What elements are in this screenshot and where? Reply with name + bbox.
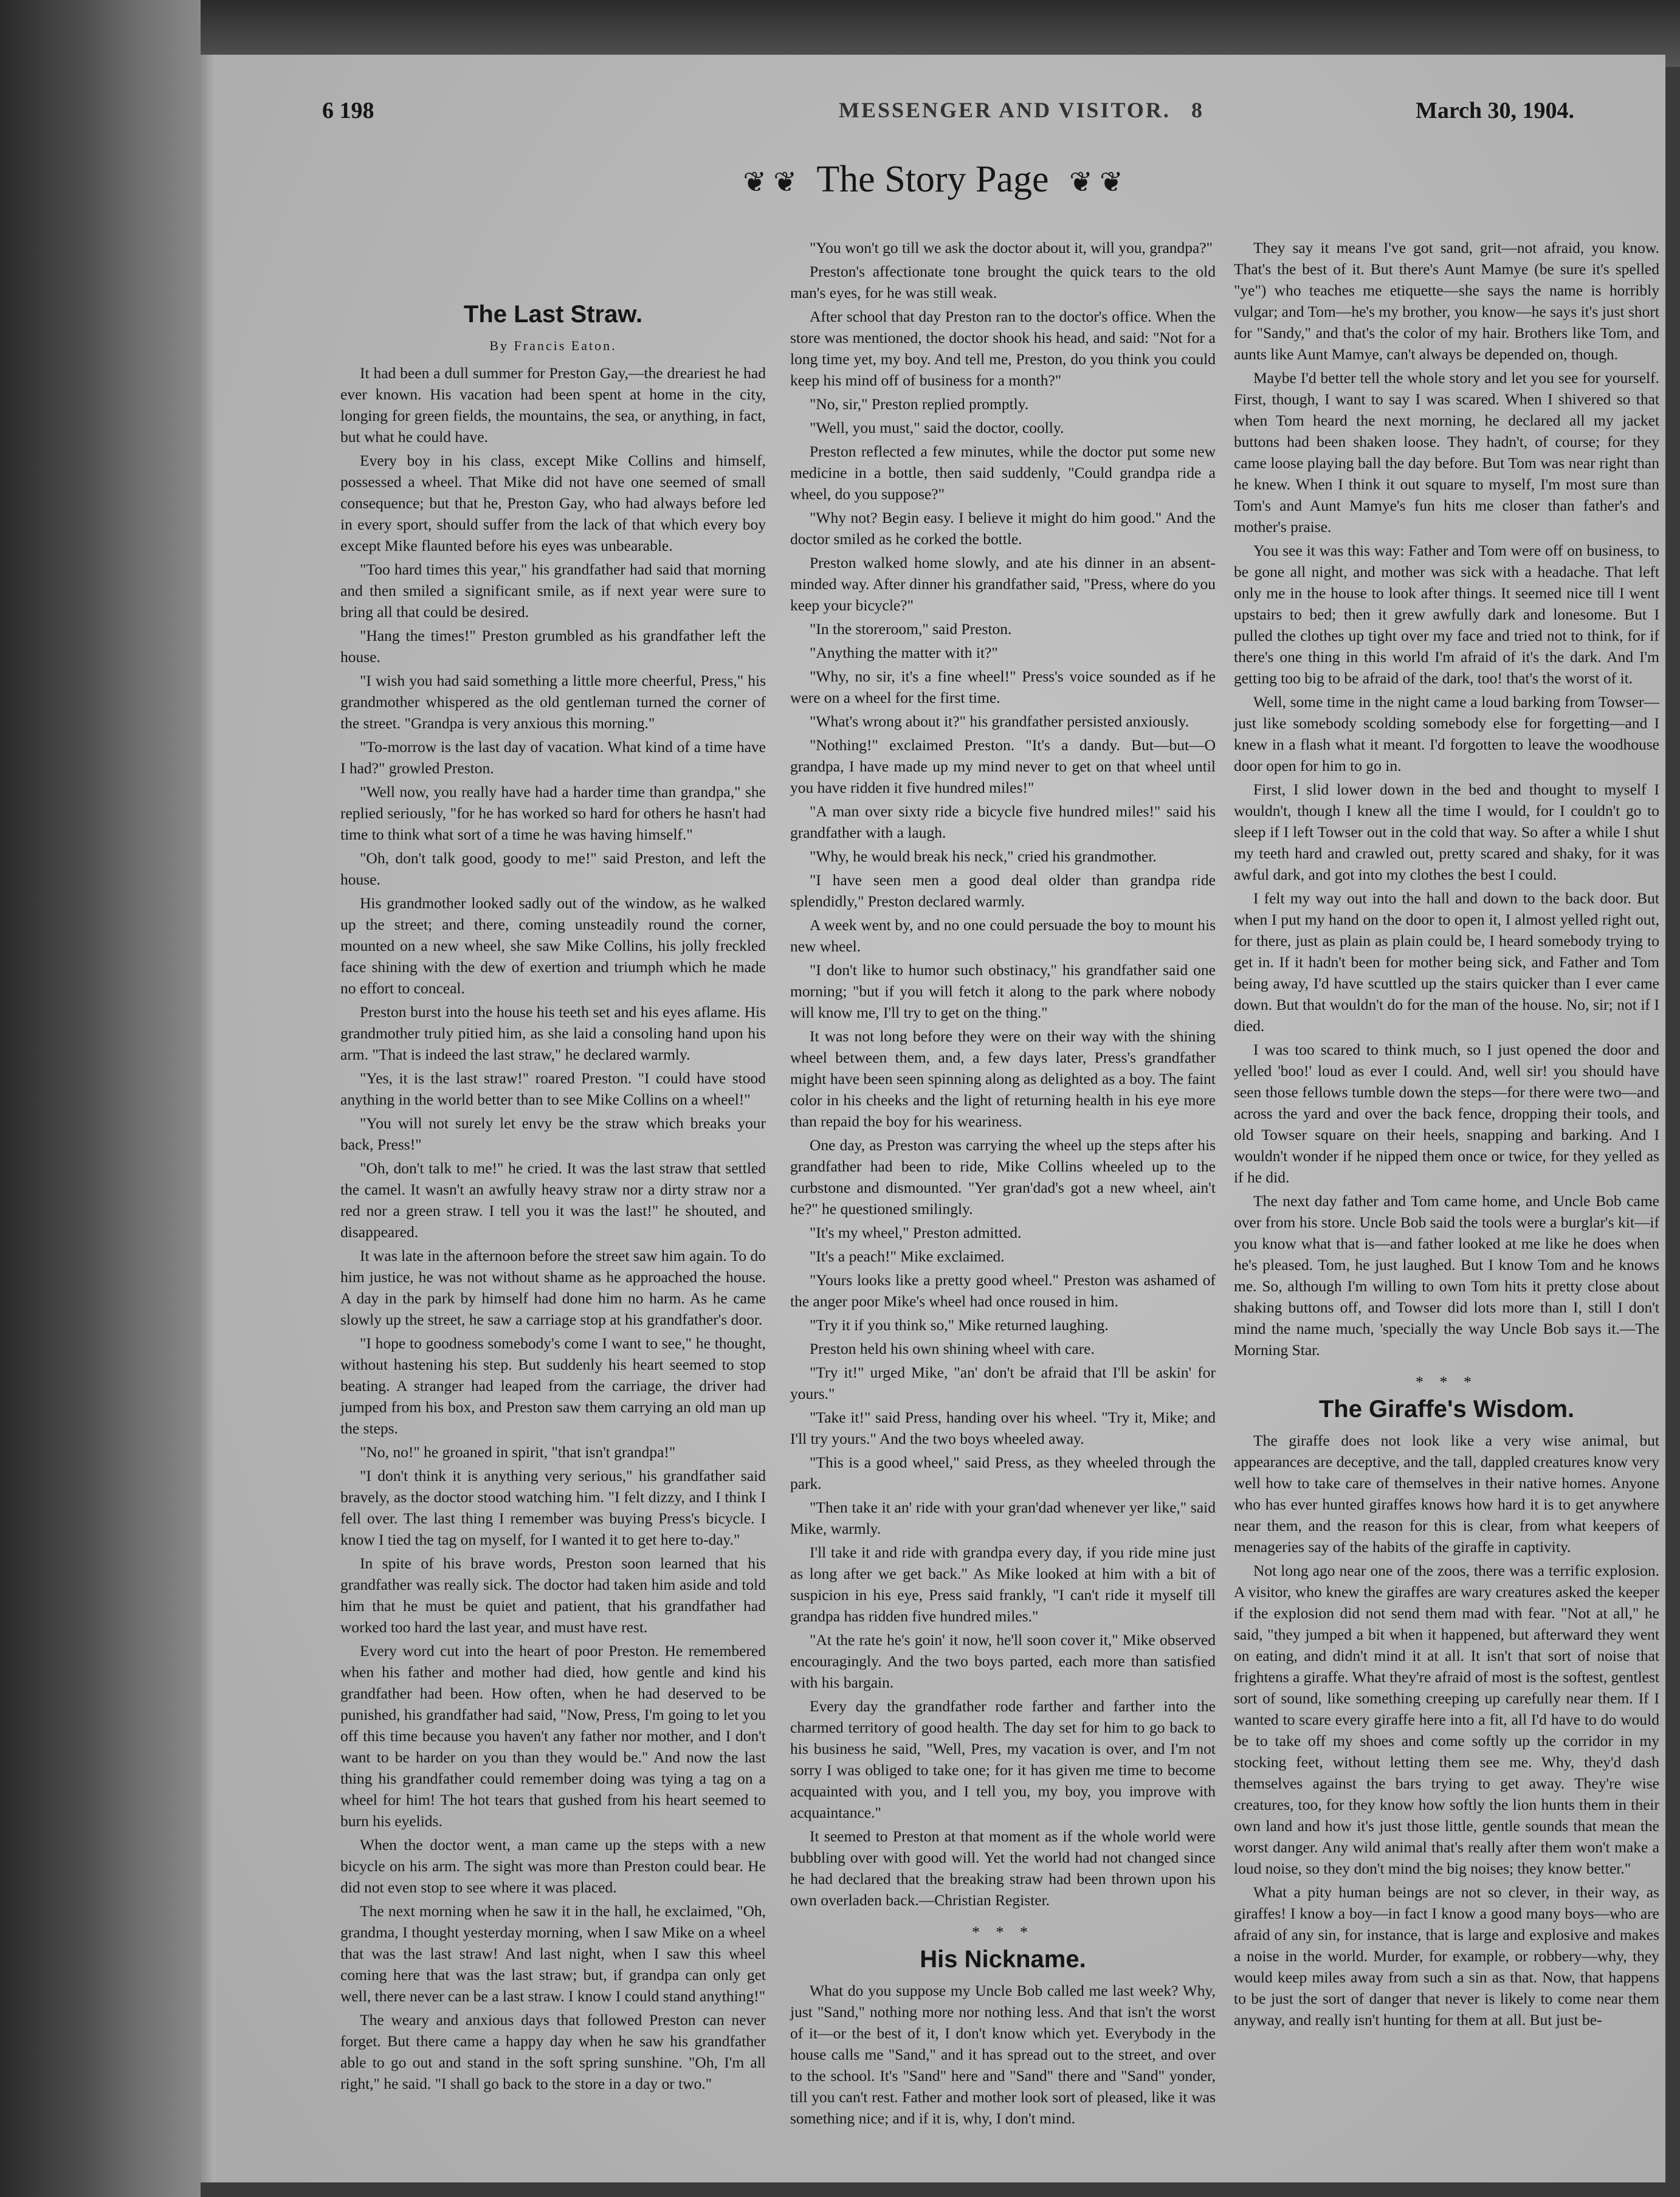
paragraph: "Hang the times!" Preston grumbled as his grandfather left the house. [340, 627, 766, 666]
paragraph: "Yes, it is the last straw!" roared Preston. "I could have stood anything in the world better than to see Mike Collins on a wheel!" [340, 1069, 766, 1108]
story-title-giraffes-wisdom: The Giraffe's Wisdom. [1318, 1396, 1575, 1423]
scan-border-left [0, 0, 201, 2197]
paragraph: "Why not? Begin easy. I believe it might do him good." And the doctor smiled as he corked the bottle. [790, 509, 1216, 548]
paragraph: "Try it if you think so," Mike returned laughing. [810, 1316, 1109, 1334]
paragraph: It was late in the afternoon before the street saw him again. To do him justice, he was not without shame as he approached the house. A day in the park by himself had done him no harm. As he came slowly up the street, he saw a carriage stop at his grandfather's door. [340, 1247, 766, 1328]
paragraph: When the doctor went, a man came up the steps with a new bicycle on his arm. The sight was more than Preston could bear. He did not even stop to see where it was placed. [340, 1836, 766, 1896]
paragraph: Preston held his own shining wheel with care. [810, 1340, 1095, 1357]
paragraph: "Try it!" urged Mike, "an' don't be afraid that I'll be askin' for yours." [790, 1364, 1216, 1402]
column-middle [790, 237, 1216, 2131]
paragraph: "You will not surely let envy be the straw which breaks your back, Press!" [340, 1114, 766, 1153]
paragraph: It was not long before they were on their way with the shining wheel between them, and, a few days later, Press's grandfather might have been seen spinning along as delighted as a boy. The faint color in his cheeks and the light of returning health in his eye more than repaid the boy for his weariness. [790, 1027, 1216, 1130]
paragraph: "I wish you had said something a little more cheerful, Press," his grandmother whispered as the old gentleman turned the corner of the street. "Grandpa is very anxious this morning." [340, 672, 766, 732]
paragraph: After school that day Preston ran to the doctor's office. When the store was mentioned, the doctor shook his head, and said: "Not for a long time yet, my boy. And tell me, Preston, do you think you could keep his mind off of business for a month?" [790, 308, 1216, 389]
paragraph: I was too scared to think much, so I just opened the door and yelled 'boo!' loud as ever I could. And, well sir! you should have seen those fellows tumble down the steps—for there were two—and across the yard and over the back fence, dropping their tools, and old Towser square on their heels, snapping and barking. And I wouldn't wonder if he nipped them once or twice, for they yelled as if he did. [1234, 1041, 1659, 1186]
paragraph: "I hope to goodness somebody's come I want to see," he thought, without hastening his step. But suddenly his heart seemed to stop beating. A stranger had leaped from the carriage, the driver had jumped from his box, and Preston saw them carrying an old man up the steps. [340, 1334, 766, 1437]
paragraph: They say it means I've got sand, grit—not afraid, you know. That's the best of it. But there's Aunt Mamye (be sure it's spelled "ye") who teaches me etiquette—she says the name is horribly vulgar; and Tom—he's my brother, you know—he says it's just short for "Sandy," and that's the color of my hair. Brothers like Tom, and aunts like Aunt Mamye, can't always be depended on, though. [1234, 239, 1659, 363]
story-body-giraffes-wisdom [1234, 1430, 1659, 2030]
page-edge [201, 55, 215, 2182]
paragraph: Not long ago near one of the zoos, there was a terrific explosion. A visitor, who knew the giraffes are wary creatures asked the keeper if the explosion did not send them mad with fear. "Not at all," he said, "they jumped a bit when it happened, but afterward they went on eating, and didn't mind it at all. It isn't that sort of noise that frightens a giraffe. What they're afraid of most is the softest, gentlest sort of sound, like something creeping up carefully near them. If I wanted to scare every giraffe here into a fit, all I'd have to do would be to take off my shoes and come softly up the corridor in my stocking feet, without letting them see me. Why, they'd dash themselves against the bars trying to get away. They're wise creatures, too, for they know how softly the lion hunts them in their own land and how it's just those little, gentle sounds that mean the worst danger. Any wild animal that's really after them won't make a loud noise, so they don't mind the big noises; they know better." [1234, 1562, 1659, 1877]
paragraph: I'll take it and ride with grandpa every day, if you ride mine just as long after we get back." As Mike looked at him with a bit of suspicion in his eye, Press said frankly, "I can't ride it myself till grandpa has ridden five hundred miles." [790, 1543, 1216, 1625]
paragraph: One day, as Preston was carrying the wheel up the steps after his grandfather had been to ride, Mike Collins wheeled up to the curbstone and dismounted. "Yer gran'dad's got a new wheel, ain't he?" he questioned smilingly. [790, 1136, 1216, 1218]
story-body-last-straw-continued [790, 237, 1216, 1911]
paragraph: The giraffe does not look like a very wise animal, but appearances are deceptive, and the tall, dappled creatures know very well how to take care of themselves in their native homes. Anyone who has ever hunted giraffes knows how hard it is to get anywhere near them, and the reason for this is clear, from what keepers of menageries say of the habits of the giraffe in captivity. [1234, 1432, 1659, 1556]
paragraph: "No, no!" he groaned in spirit, "that isn't grandpa!" [360, 1443, 676, 1461]
paragraph: Every word cut into the heart of poor Preston. He remembered when his father and mother had died, how gentle and kind his grandfather had been. How often, when he had deserved to be punished, his grandfather had said, "Now, Press, I'm going to let you off this time because you haven't any father nor mother, and I don't want to be harder on you than they would be." And now the last thing his grandfather could remember doing was tying a tag on a wheel for him! The hot tears that gushed from his heart seemed to burn his eyelids. [340, 1642, 766, 1830]
paragraph: "Well now, you really have had a harder time than grandpa," she replied seriously, "for he has worked so hard for others he hasn't had time to think what sort of a time he was having himself." [340, 783, 766, 843]
paragraph: His grandmother looked sadly out of the window, as he walked up the street; and there, coming unsteadily round the corner, mounted on a new wheel, she saw Mike Collins, his jolly freckled face shining with the dew of exertion and triumph which he made no effort to conceal. [340, 894, 766, 997]
column-right [1234, 237, 1659, 2033]
paragraph: The next day father and Tom came home, and Uncle Bob came over from his store. Uncle Bob said the tools were a burglar's kit—if you know what that is—and father looked at me like he does when he's pleased. Tom, he just laughed. But I know Tom and he knows me. So, although I'm willing to own Tom hits it pretty close about shaking buttons off, and Towser did lots more than I, still I don't mind the name much, 'specially the way Uncle Bob says it.—The Morning Star. [1234, 1192, 1659, 1359]
paragraph: Every boy in his class, except Mike Collins and himself, possessed a wheel. That Mike did not have one seemed of small consequence; but that he, Preston Gay, who had always before led in every sport, should suffer from the lack of that which every boy except Mike flaunted before his eyes was unbearable. [340, 452, 766, 554]
section-title-text: The Story Page [816, 159, 1049, 200]
paragraph: "Then take it an' ride with your gran'dad whenever yer like," said Mike, warmly. [790, 1499, 1216, 1537]
paragraph: "You won't go till we ask the doctor about it, will you, grandpa?" [810, 239, 1213, 257]
paragraph: What do you suppose my Uncle Bob called me last week? Why, just "Sand," nothing more nor nothing less. And that isn't the worst of it—or the best of it, I don't know which yet. Everybody in the house calls me "Sand," and it has spread out to the street, and over to the school. It's "Sand" here and "Sand" there and "Sand" yonder, till you can't rest. Father and mother look sort of pleased, like it was something nice; and if it is, why, I don't mind. [790, 1982, 1216, 2127]
story-byline: By Francis Eaton. [489, 338, 617, 353]
paragraph: Maybe I'd better tell the whole story and let you see for yourself. First, though, I want to say I was scared. When I shivered so that when Tom heard the next morning, he declared all my jacket buttons had been shaken loose. They hadn't, of course; for they came loose playing ball the day before. But Tom was near right than he knew. When I think it out square to myself, I'm most sure than Tom's and Aunt Mamye's fun hits me closer than father's and mother's praise. [1234, 369, 1659, 536]
paragraph: "Why, he would break his neck," cried his grandmother. [810, 847, 1157, 865]
newspaper-page [201, 55, 1665, 2182]
paragraph: "I don't think it is anything very serious," his grandfather said bravely, as the doctor stood watching him. "I felt dizzy, and I think I fell over. The last thing I remember was buying Press's bicycle. I know I tied the tag on myself, for I wanted it to get here to-day." [340, 1467, 766, 1548]
paragraph: "No, sir," Preston replied promptly. [810, 395, 1029, 413]
paragraph: It had been a dull summer for Preston Gay,—the dreariest he had ever known. His vacation had been spent at home in the city, longing for green fields, the mountains, the sea, or anything, in fact, but what he could have. [340, 364, 766, 446]
paragraph: It seemed to Preston at that moment as if the whole world were bubbling over with good will. Yet the world had not changed since he had declared that the breaking straw had been thrown upon his own overladen back.—Christian Register. [790, 1827, 1216, 1909]
page-number: 6 198 [322, 98, 374, 123]
paragraph: "I have seen men a good deal older than grandpa ride splendidly," Preston declared warmly. [790, 871, 1216, 910]
paragraph: Preston walked home slowly, and ate his dinner in an absent-minded way. After dinner his grandfather said, "Press, where do you keep your bicycle?" [790, 554, 1216, 614]
paragraph: "This is a good wheel," said Press, as they wheeled through the park. [790, 1454, 1216, 1492]
ornament-left-icon: ❦ ❦ [743, 167, 797, 198]
paragraph: You see it was this way: Father and Tom were off on business, to be gone all night, and mother was sick with a headache. That left only me in the house to look after things. It seemed nice till I went upstairs to bed; then it grew awfully dark and lonesome. But I pulled the clothes up tight over my face and tried not to think, for if there's one thing in this world I'm afraid of it's the dark. And I'm getting too big to be afraid of the dark, too! that's the worst of it. [1234, 542, 1659, 687]
story-title-last-straw: The Last Straw. [463, 301, 643, 328]
section-title [201, 158, 1665, 201]
paragraph: "Nothing!" exclaimed Preston. "It's a dandy. But—but—O grandpa, I have made up my mind never to get on that wheel until you have ridden it five hundred miles!" [790, 736, 1216, 796]
paragraph: "At the rate he's goin' it now, he'll soon cover it," Mike observed encouragingly. And the two boys parted, each more than satisfied with his bargain. [790, 1631, 1216, 1691]
paragraph: "Too hard times this year," his grandfather had said that morning and then smiled a significant smile, as if next year were sure to bring all that could be desired. [340, 560, 766, 621]
paragraph: "I don't like to humor such obstinacy," his grandfather said one morning; "but if you will fetch it along to the park where nobody will know me, I'll try to get on the thing." [790, 961, 1216, 1021]
paragraph: The next morning when he saw it in the hall, he exclaimed, "Oh, grandma, I thought yesterday morning, when I saw Mike on a wheel that was the last straw! And last night, when I saw this wheel coming here that was the last straw; but, if grandpa can only get well, there never can be a last straw. I know I could stand anything!" [340, 1902, 766, 2005]
paragraph: "It's my wheel," Preston admitted. [810, 1224, 1022, 1241]
paragraph: "Anything the matter with it?" [810, 644, 998, 661]
paragraph: I felt my way out into the hall and down to the back door. But when I put my hand on the door to open it, I almost yelled right out, for there, just as plain as plain could be, I heard somebody trying to get in. If it hadn't been for mother being sick, and Father and Tom being away, I'd have scuttled up the stairs quicker than I ever came down. But that wouldn't do for the man of the house. No, sir; not if I died. [1234, 889, 1659, 1035]
paper-name: MESSENGER AND VISITOR. [839, 98, 1171, 122]
paragraph: "What's wrong about it?" his grandfather persisted anxiously. [810, 712, 1189, 730]
masthead [201, 97, 1665, 134]
story-body-last-straw [340, 362, 766, 2094]
column-left [340, 255, 766, 2097]
paragraph: Preston's affectionate tone brought the quick tears to the old man's eyes, for he was still weak. [790, 263, 1216, 302]
paragraph: What a pity human beings are not so clever, in their way, as giraffes! I know a boy—in fact I know a good many boys—who are afraid of any sin, for instance, that is large and explosive and makes a noise in the world. Murder, for example, or robbery—why, they would keep miles away from such a sin as that. Now, that happens to be just the sort of danger that never is likely to come near them anyway, and really isn't hunting for them at all. But just be- [1234, 1883, 1659, 2029]
paragraph: "A man over sixty ride a bicycle five hundred miles!" said his grandfather with a laugh. [790, 802, 1216, 841]
story-title-his-nickname: His Nickname. [920, 1946, 1086, 1973]
paragraph: "It's a peach!" Mike exclaimed. [810, 1247, 1005, 1265]
section-divider: * * * [972, 1923, 1034, 1941]
paragraph: First, I slid lower down in the bed and thought to myself I wouldn't, though I knew all the time I would, for I couldn't go to sleep if I left Towser out in the cold that way. So after a while I shut my teeth hard and crawled out, pretty scared and shaky, for it was awful dark, and got into my clothes the best I could. [1234, 781, 1659, 883]
paragraph: Every day the grandfather rode farther and farther into the charmed territory of good health. The day set for him to go back to his business he said, "Well, Pres, my vacation is over, and I'm not sorry I was obliged to take one; for it has given me time to become acquainted with you, and I tell you, my boy, you improve with acquaintance." [790, 1697, 1216, 1821]
paragraph: In spite of his brave words, Preston soon learned that his grandfather was really sick. The doctor had taken him aside and told him that he must be quiet and patient, that his grandfather had worked too hard the last year, and must have rest. [340, 1554, 766, 1636]
paragraph: Preston burst into the house his teeth set and his eyes aflame. His grandmother truly pitied him, as she laid a consoling hand upon his arm. "That is indeed the last straw," he declared warmly. [340, 1003, 766, 1063]
paragraph: A week went by, and no one could persuade the boy to mount his new wheel. [790, 916, 1216, 955]
story-body-his-nickname-continued [1234, 237, 1659, 1361]
paragraph: "To-morrow is the last day of vacation. What kind of a time have I had?" growled Preston. [340, 738, 766, 777]
ornament-right-icon: ❦ ❦ [1069, 167, 1123, 198]
paragraph: "Take it!" said Press, handing over his wheel. "Try it, Mike; and I'll try yours." And the two boys wheeled away. [790, 1409, 1216, 1447]
paragraph: "In the storeroom," said Preston. [810, 620, 1012, 638]
paragraph: "Oh, don't talk to me!" he cried. It was the last straw that settled the camel. It wasn't an awfully heavy straw nor a dirty straw nor a red nor a green straw. I tell you it was the last!" he shouted, and disappeared. [340, 1159, 766, 1241]
paragraph: The weary and anxious days that followed Preston can never forget. But there came a happy day when he saw his grandfather able to go out and stand in the soft spring sunshine. "Oh, I'm all right," he said. "I shall go back to the store in a day or two." [340, 2011, 766, 2092]
paragraph: "Well, you must," said the doctor, coolly. [810, 419, 1064, 436]
paragraph: "Oh, don't talk good, goody to me!" said Preston, and left the house. [340, 849, 766, 888]
paragraph: Preston reflected a few minutes, while the doctor put some new medicine in a bottle, then said suddenly, "Could grandpa ride a wheel, do you suppose?" [790, 443, 1216, 503]
section-divider: * * * [1416, 1373, 1478, 1391]
paragraph: "Why, no sir, it's a fine wheel!" Press's voice sounded as if he were on a wheel for the first time. [790, 667, 1216, 706]
paragraph: Well, some time in the night came a loud barking from Towser—just like somebody scolding somebody else for forgetting—and I knew in a flash what it meant. I'd forgotten to leave the woodhouse door open for him to go in. [1234, 693, 1659, 774]
paragraph: "Yours looks like a pretty good wheel." Preston was ashamed of the anger poor Mike's wheel had once roused in him. [790, 1271, 1216, 1310]
masthead-ornament: 8 [1191, 98, 1204, 122]
story-body-his-nickname [790, 1980, 1216, 2129]
issue-date: March 30, 1904. [1415, 98, 1574, 123]
